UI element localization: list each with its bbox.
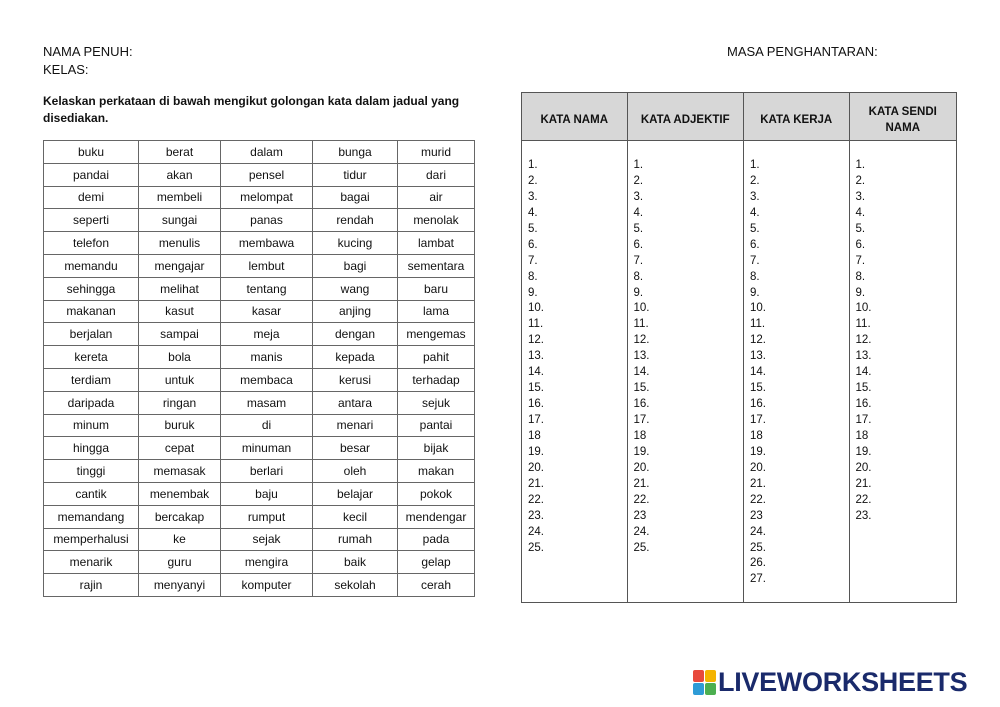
answer-slot[interactable]: 17. [749,414,766,426]
table-row [44,368,475,391]
answer-slot[interactable]: 15. [528,382,544,395]
word-cell: kepada [313,346,398,369]
answer-slot[interactable]: 10. [749,302,766,315]
table-row [44,186,475,209]
word-cell: anjing [313,300,398,323]
word-cell: murid [398,141,475,164]
word-cell: pandai [44,163,139,186]
answer-slot[interactable]: 23 [749,509,763,522]
word-cell: kerusi [313,368,398,391]
word-cell: lama [398,300,475,323]
answer-slot[interactable]: 15. [749,382,766,395]
word-cell: cantik [44,482,139,505]
word-cell: oleh [313,460,398,483]
word-cell: baju [221,482,313,505]
word-cell: pada [398,528,475,551]
instruction-text: Kelaskan perkataan di bawah mengikut golongan kata dalam jadual yang disediakan. [43,94,460,125]
word-cell: sekolah [313,574,398,597]
word-cell: belajar [313,482,398,505]
answer-slot[interactable]: 1. [749,159,760,171]
word-cell: akan [139,163,221,186]
word-cell: sementara [398,254,475,277]
answer-slot[interactable]: 24. [749,525,766,538]
liveworksheets-logo [693,668,967,696]
answer-slot[interactable]: 18 [633,429,647,442]
word-cell: seperti [44,209,139,232]
answer-slot[interactable]: 3. [855,190,866,203]
word-cell: lembut [221,254,313,277]
answer-slot[interactable]: 16. [528,398,544,411]
word-cell: pensel [221,163,313,186]
answer-slot[interactable]: 10. [528,302,544,315]
word-cell: bunga [313,141,398,164]
column-header-text: KATA SENDI [868,105,937,118]
word-cell: mengira [221,551,313,574]
table-row [44,300,475,323]
answer-slot[interactable]: 22. [855,493,872,506]
column-header-kata-nama [522,93,628,140]
word-cell: minum [44,414,139,437]
answer-slot[interactable]: 14. [749,366,766,379]
word-cell: tinggi [44,460,139,483]
answer-table [521,92,957,603]
word-cell: melompat [221,186,313,209]
answer-slot[interactable]: 6. [855,238,866,251]
answer-slot[interactable]: 27. [749,573,766,586]
word-cell: sehingga [44,277,139,300]
answer-slot[interactable]: 10. [855,302,872,315]
table-row [44,460,475,483]
column-header-text: KATA NAMA [540,113,608,126]
word-cell: bola [139,346,221,369]
word-cell: lambat [398,232,475,255]
answer-slot[interactable]: 4. [855,206,866,219]
answer-slot[interactable]: 13. [855,350,872,363]
word-cell: rumah [313,528,398,551]
word-cell: daripada [44,391,139,414]
answer-slot[interactable]: 11. [633,318,649,331]
word-cell: ke [139,528,221,551]
answer-slot[interactable]: 2. [855,174,866,187]
word-cell: kecil [313,505,398,528]
answer-slot[interactable]: 5. [749,222,760,235]
word-cell: cerah [398,574,475,597]
answer-slot[interactable]: 26. [749,557,766,570]
answer-slot[interactable]: 19. [633,445,650,458]
answer-slot[interactable]: 12. [633,334,650,347]
answer-slot[interactable]: 2. [749,174,760,187]
answer-column-kata-kerja [744,141,850,602]
word-cell: dalam [221,141,313,164]
word-cell: menembak [139,482,221,505]
answer-slot[interactable]: 19. [528,445,544,458]
answer-slot[interactable]: 8. [855,270,866,283]
answer-slot[interactable]: 4. [528,206,538,219]
answer-slot[interactable]: 13. [749,350,766,363]
answer-slot[interactable]: 9. [633,286,644,299]
word-cell: terdiam [44,368,139,391]
answer-slot[interactable]: 6. [749,238,760,251]
answer-table-header [522,93,956,141]
word-cell: menulis [139,232,221,255]
word-cell: cepat [139,437,221,460]
logo-tile-icon [705,683,716,695]
answer-slot[interactable]: 11. [528,318,544,331]
table-row [44,551,475,574]
word-cell: buku [44,141,139,164]
word-cell: masam [221,391,313,414]
word-cell: baru [398,277,475,300]
word-cell: bijak [398,437,475,460]
table-row [44,209,475,232]
word-cell: rendah [313,209,398,232]
answer-slot[interactable]: 8. [633,270,644,283]
word-cell: di [221,414,313,437]
table-row [44,163,475,186]
answer-slot[interactable]: 17. [855,414,872,426]
answer-slot[interactable]: 19. [855,445,872,458]
answer-slot[interactable]: 23 [633,509,647,522]
word-cell: sejak [221,528,313,551]
word-cell: wang [313,277,398,300]
answer-slot[interactable]: 18 [528,429,541,442]
table-row [44,528,475,551]
column-header-text: KATA KERJA [760,113,833,126]
word-cell: mendengar [398,505,475,528]
word-cell: membawa [221,232,313,255]
answer-slot[interactable]: 20. [855,461,872,474]
word-cell: kasut [139,300,221,323]
answer-table-body [522,141,956,602]
word-cell: bagi [313,254,398,277]
answer-slot[interactable]: 25. [528,541,544,554]
word-cell: makan [398,460,475,483]
answer-slot[interactable]: 25. [749,541,766,554]
answer-slot[interactable]: 4. [749,206,760,219]
table-row [44,414,475,437]
answer-slot[interactable]: 16. [633,398,650,411]
answer-slot[interactable]: 6. [633,238,644,251]
column-header-kata-adjektif [628,93,744,140]
word-cell: dengan [313,323,398,346]
answer-slot[interactable]: 12. [528,334,544,347]
word-cell: berjalan [44,323,139,346]
answer-column-kata-adjektif [628,141,744,602]
answer-slot[interactable]: 1. [528,159,538,171]
answer-slot[interactable]: 22. [528,493,544,506]
word-cell: memandang [44,505,139,528]
word-cell: manis [221,346,313,369]
word-cell: bercakap [139,505,221,528]
answer-slot[interactable]: 21. [749,477,766,490]
word-cell: rumput [221,505,313,528]
answer-slot[interactable]: 5. [633,222,644,235]
word-cell: menarik [44,551,139,574]
word-cell: besar [313,437,398,460]
answer-slot[interactable]: 13. [633,350,650,363]
word-cell: pantai [398,414,475,437]
answer-slot[interactable]: 21. [528,477,544,490]
answer-slot[interactable]: 3. [633,190,644,203]
word-cell: gelap [398,551,475,574]
answer-slot[interactable]: 1. [855,159,866,171]
answer-slot[interactable]: 7. [528,254,538,267]
word-cell: hingga [44,437,139,460]
answer-slot[interactable]: 14. [633,366,650,379]
table-row [44,254,475,277]
answer-slot[interactable]: 17. [528,414,544,426]
answer-slot[interactable]: 2. [528,174,538,187]
table-row [44,391,475,414]
word-cell: memperhalusi [44,528,139,551]
table-row [44,323,475,346]
answer-slot[interactable]: 9. [528,286,538,299]
word-cell: terhadap [398,368,475,391]
word-cell: makanan [44,300,139,323]
answer-slot[interactable]: 14. [528,366,544,379]
word-table [43,140,475,597]
word-cell: pokok [398,482,475,505]
answer-slot[interactable]: 11. [749,318,766,331]
answer-slot[interactable]: 24. [633,525,650,538]
word-cell: sejuk [398,391,475,414]
word-cell: membaca [221,368,313,391]
submission-time-label: MASA PENGHANTARAN: [727,44,878,59]
answer-slot[interactable]: 15. [633,382,650,395]
answer-slot[interactable]: 8. [528,270,538,283]
answer-slot[interactable]: 1. [633,159,644,171]
answer-slot[interactable]: 2. [633,174,644,187]
table-row [44,574,475,597]
logo-tile-icon [693,670,704,682]
word-cell: berlari [221,460,313,483]
logo-text: LIVEWORKSHEETS [718,667,968,697]
word-cell: buruk [139,414,221,437]
word-cell: tidur [313,163,398,186]
word-cell: sampai [139,323,221,346]
word-cell: mengemas [398,323,475,346]
column-header-text: KATA ADJEKTIF [640,113,730,126]
logo-tile-icon [693,683,704,695]
word-cell: memandu [44,254,139,277]
answer-slot[interactable]: 21. [633,477,650,490]
logo-mark-icon [693,670,715,694]
word-cell: untuk [139,368,221,391]
column-header-text: NAMA [885,121,920,134]
answer-slot[interactable]: 21. [855,477,872,490]
answer-slot[interactable]: 18 [855,429,869,442]
word-cell: antara [313,391,398,414]
word-cell: baik [313,551,398,574]
answer-slot[interactable]: 24. [528,525,544,538]
word-cell: memasak [139,460,221,483]
name-label: NAMA PENUH: [43,44,133,59]
answer-slot[interactable]: 16. [749,398,766,411]
logo-tile-icon [705,670,716,682]
answer-slot[interactable]: 14. [855,366,872,379]
word-cell: menari [313,414,398,437]
table-row [44,232,475,255]
answer-slot[interactable]: 20. [633,461,650,474]
answer-slot[interactable]: 10. [633,302,650,315]
column-header-kata-sendi-nama [850,93,957,140]
word-cell: meja [221,323,313,346]
word-cell: ringan [139,391,221,414]
word-cell: demi [44,186,139,209]
word-cell: telefon [44,232,139,255]
answer-slot[interactable]: 8. [749,270,760,283]
answer-slot[interactable]: 5. [528,222,538,235]
word-cell: kasar [221,300,313,323]
answer-slot[interactable]: 3. [528,190,538,203]
word-cell: panas [221,209,313,232]
answer-slot[interactable]: 12. [749,334,766,347]
word-cell: kucing [313,232,398,255]
word-cell: rajin [44,574,139,597]
word-cell: air [398,186,475,209]
column-header-kata-kerja [744,93,850,140]
table-row [44,482,475,505]
word-cell: pahit [398,346,475,369]
answer-slot[interactable]: 7. [633,254,644,267]
answer-slot[interactable]: 15. [855,382,872,395]
answer-slot[interactable]: 23. [855,509,872,522]
answer-slot[interactable]: 12. [855,334,872,347]
word-cell: menolak [398,209,475,232]
answer-slot[interactable]: 25. [633,541,650,554]
word-cell: membeli [139,186,221,209]
word-cell: bagai [313,186,398,209]
class-label: KELAS: [43,62,89,77]
answer-slot[interactable]: 9. [749,286,760,299]
word-cell: melihat [139,277,221,300]
answer-slot[interactable]: 13. [528,350,544,363]
answer-slot[interactable]: 20. [749,461,766,474]
answer-column-kata-sendi-nama [850,141,957,602]
answer-slot[interactable]: 19. [749,445,766,458]
table-row [44,277,475,300]
answer-slot[interactable]: 20. [528,461,544,474]
answer-slot[interactable]: 23. [528,509,544,522]
word-cell: menyanyi [139,574,221,597]
word-cell: kereta [44,346,139,369]
word-cell: tentang [221,277,313,300]
answer-slot[interactable]: 18 [749,429,763,442]
answer-slot[interactable]: 17. [633,414,650,426]
word-cell: guru [139,551,221,574]
word-cell: dari [398,163,475,186]
answer-slot[interactable]: 5. [855,222,866,235]
answer-slot[interactable]: 7. [855,254,866,267]
answer-slot[interactable]: 22. [633,493,650,506]
word-cell: mengajar [139,254,221,277]
answer-slot[interactable]: 4. [633,206,644,219]
word-cell: sungai [139,209,221,232]
answer-slot[interactable]: 11. [855,318,871,331]
table-row [44,437,475,460]
table-row [44,346,475,369]
word-cell: komputer [221,574,313,597]
answer-slot[interactable]: 9. [855,286,866,299]
word-cell: berat [139,141,221,164]
answer-slot[interactable]: 22. [749,493,766,506]
answer-slot[interactable]: 3. [749,190,760,203]
table-row [44,505,475,528]
answer-slot[interactable]: 6. [528,238,538,251]
answer-slot[interactable]: 7. [749,254,760,267]
answer-slot[interactable]: 16. [855,398,872,411]
table-row [44,141,475,164]
word-cell: minuman [221,437,313,460]
answer-column-kata-nama [522,141,628,602]
